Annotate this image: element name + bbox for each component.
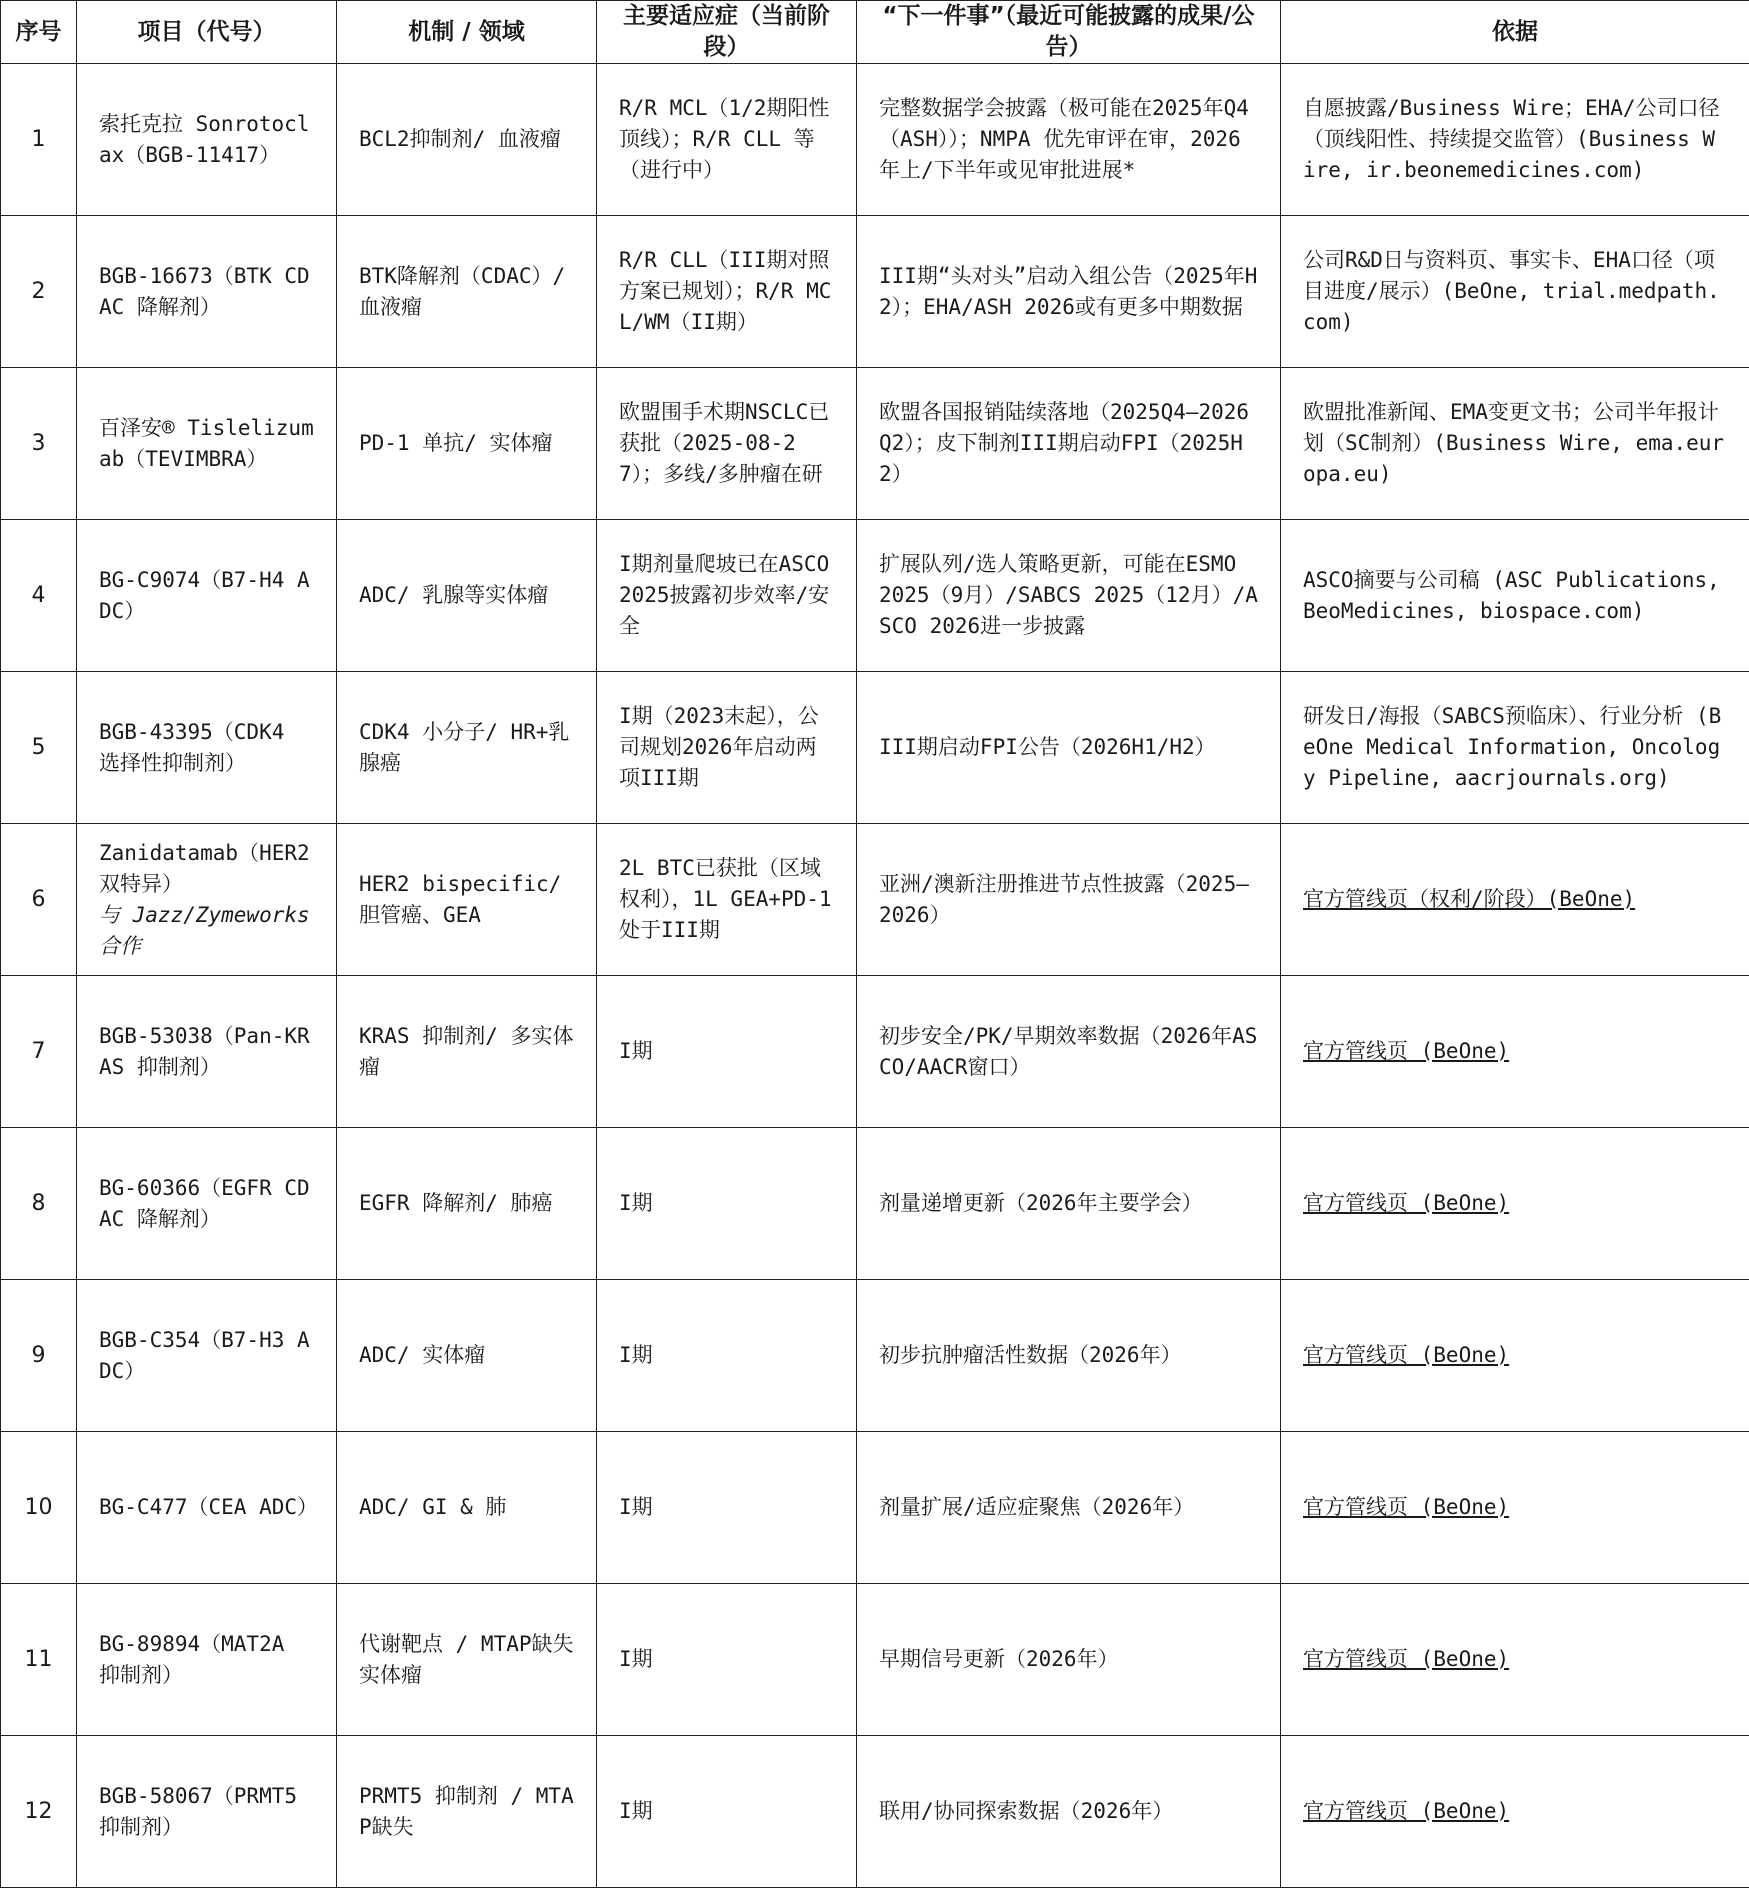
table-row [1, 1432, 1749, 1584]
project-cell: 索托克拉 Sonrotoclax（BGB-11417） [77, 64, 337, 216]
project-cell: BGB-C354（B7-H3 ADC） [77, 1280, 337, 1432]
next-event-cell: III期“头对头”启动入组公告（2025年H2）；EHA/ASH 2026或有更多中期数据 [857, 216, 1281, 368]
mechanism-cell: CDK4 小分子/ HR+乳腺癌 [337, 672, 597, 824]
row-number: 8 [1, 1128, 77, 1280]
indication-cell: I期 [597, 1128, 857, 1280]
project-cell: BG-C9074（B7-H4 ADC） [77, 520, 337, 672]
next-event-cell: 早期信号更新（2026年） [857, 1584, 1281, 1736]
table-row [1, 64, 1749, 216]
basis-cell: 公司R&D日与资料页、事实卡、EHA口径（项目进度/展示）(BeOne, trial.medpath.com) [1281, 216, 1749, 368]
basis-cell [1281, 824, 1749, 976]
reference-link[interactable]: 官方管线页 (BeOne) [1303, 1799, 1510, 1823]
table-row [1, 672, 1749, 824]
mechanism-cell: EGFR 降解剂/ 肺癌 [337, 1128, 597, 1280]
project-cell: BG-60366（EGFR CDAC 降解剂） [77, 1128, 337, 1280]
reference-link[interactable]: 官方管线页 (BeOne) [1303, 1343, 1510, 1367]
project-cell: BGB-53038（Pan-KRAS 抑制剂） [77, 976, 337, 1128]
row-number: 3 [1, 368, 77, 520]
basis-cell: 欧盟批准新闻、EMA变更文书；公司半年报计划（SC制剂）(Business Wire, ema.europa.eu) [1281, 368, 1749, 520]
project-cell: BGB-58067（PRMT5 抑制剂） [77, 1736, 337, 1888]
reference-link[interactable]: 官方管线页（权利/阶段）(BeOne) [1303, 887, 1636, 911]
header-project: 项目（代号） [77, 1, 337, 64]
mechanism-cell: HER2 bispecific/ 胆管癌、GEA [337, 824, 597, 976]
mechanism-cell: BTK降解剂（CDAC）/ 血液瘤 [337, 216, 597, 368]
table-body [1, 64, 1749, 1888]
indication-cell: R/R MCL（1/2期阳性顶线）；R/R CLL 等（进行中） [597, 64, 857, 216]
mechanism-cell: PD-1 单抗/ 实体瘤 [337, 368, 597, 520]
header-mechanism: 机制 / 领域 [337, 1, 597, 64]
reference-link[interactable]: 官方管线页 (BeOne) [1303, 1191, 1510, 1215]
table-header [1, 1, 1749, 64]
indication-cell: I期 [597, 1432, 857, 1584]
row-number: 5 [1, 672, 77, 824]
basis-cell: ASCO摘要与公司稿 (ASC Publications, BeoMedicines, biospace.com) [1281, 520, 1749, 672]
mechanism-cell: 代谢靶点 / MTAP缺失实体瘤 [337, 1584, 597, 1736]
table-row [1, 1736, 1749, 1888]
table-row [1, 216, 1749, 368]
project-cell: BGB-43395（CDK4 选择性抑制剂） [77, 672, 337, 824]
indication-cell: R/R CLL（III期对照方案已规划）；R/R MCL/WM（II期） [597, 216, 857, 368]
reference-link[interactable]: 官方管线页 (BeOne) [1303, 1647, 1510, 1671]
header-next: “下一件事”（最近可能披露的成果/公告） [857, 1, 1281, 64]
table-row [1, 1584, 1749, 1736]
basis-cell [1281, 1584, 1749, 1736]
next-event-cell: 联用/协同探索数据（2026年） [857, 1736, 1281, 1888]
indication-cell: I期剂量爬坡已在ASCO 2025披露初步效率/安全 [597, 520, 857, 672]
row-number: 1 [1, 64, 77, 216]
next-event-cell: 剂量递增更新（2026年主要学会） [857, 1128, 1281, 1280]
row-number: 2 [1, 216, 77, 368]
basis-cell [1281, 976, 1749, 1128]
indication-cell: I期 [597, 1280, 857, 1432]
header-basis: 依据 [1281, 1, 1749, 64]
next-event-cell: 完整数据学会披露（极可能在2025年Q4（ASH））；NMPA 优先审评在审，2026年上/下半年或见审批进展* [857, 64, 1281, 216]
mechanism-cell: ADC/ 实体瘤 [337, 1280, 597, 1432]
partner-note: 与 Jazz/Zymeworks合作 [99, 902, 310, 958]
table-row [1, 368, 1749, 520]
basis-cell: 自愿披露/Business Wire；EHA/公司口径（顶线阳性、持续提交监管）(Business Wire, ir.beonemedicines.com) [1281, 64, 1749, 216]
project-cell: BGB-16673（BTK CDAC 降解剂） [77, 216, 337, 368]
row-number: 10 [1, 1432, 77, 1584]
mechanism-cell: BCL2抑制剂/ 血液瘤 [337, 64, 597, 216]
mechanism-cell: KRAS 抑制剂/ 多实体瘤 [337, 976, 597, 1128]
table-row [1, 824, 1749, 976]
mechanism-cell: ADC/ 乳腺等实体瘤 [337, 520, 597, 672]
basis-cell [1281, 1280, 1749, 1432]
project-cell: BG-C477（CEA ADC） [77, 1432, 337, 1584]
basis-cell [1281, 1432, 1749, 1584]
next-event-cell: 扩展队列/选人策略更新，可能在ESMO 2025（9月）/SABCS 2025（12月）/ASCO 2026进一步披露 [857, 520, 1281, 672]
header-row [1, 1, 1749, 64]
row-number: 6 [1, 824, 77, 976]
indication-cell: 欧盟围手术期NSCLC已获批（2025-08-27）；多线/多肿瘤在研 [597, 368, 857, 520]
header-indication: 主要适应症（当前阶段） [597, 1, 857, 64]
reference-link[interactable]: 官方管线页 (BeOne) [1303, 1039, 1510, 1063]
project-cell: BG-89894（MAT2A 抑制剂） [77, 1584, 337, 1736]
indication-cell: I期（2023末起），公司规划2026年启动两项III期 [597, 672, 857, 824]
indication-cell: I期 [597, 1584, 857, 1736]
next-event-cell: 初步安全/PK/早期效率数据（2026年ASCO/AACR窗口） [857, 976, 1281, 1128]
indication-cell: I期 [597, 976, 857, 1128]
table-row [1, 1280, 1749, 1432]
next-event-cell: 亚洲/澳新注册推进节点性披露（2025–2026） [857, 824, 1281, 976]
next-event-cell: III期启动FPI公告（2026H1/H2） [857, 672, 1281, 824]
row-number: 7 [1, 976, 77, 1128]
basis-cell: 研发日/海报（SABCS预临床）、行业分析 (BeOne Medical Information, Oncology Pipeline, aacrjournals.org) [1281, 672, 1749, 824]
row-number: 11 [1, 1584, 77, 1736]
table-row [1, 976, 1749, 1128]
table-row [1, 520, 1749, 672]
next-event-cell: 初步抗肿瘤活性数据（2026年） [857, 1280, 1281, 1432]
header-no: 序号 [1, 1, 77, 64]
table-row [1, 1128, 1749, 1280]
indication-cell: I期 [597, 1736, 857, 1888]
indication-cell: 2L BTC已获批（区域权利），1L GEA+PD-1处于III期 [597, 824, 857, 976]
project-cell [77, 824, 337, 976]
reference-link[interactable]: 官方管线页 (BeOne) [1303, 1495, 1510, 1519]
basis-cell [1281, 1128, 1749, 1280]
row-number: 9 [1, 1280, 77, 1432]
mechanism-cell: PRMT5 抑制剂 / MTAP缺失 [337, 1736, 597, 1888]
row-number: 12 [1, 1736, 77, 1888]
next-event-cell: 欧盟各国报销陆续落地（2025Q4–2026Q2）；皮下制剂III期启动FPI（2025H2） [857, 368, 1281, 520]
next-event-cell: 剂量扩展/适应症聚焦（2026年） [857, 1432, 1281, 1584]
project-name: Zanidatamab（HER2双特异） [99, 840, 310, 896]
row-number: 4 [1, 520, 77, 672]
project-cell: 百泽安® Tislelizumab（TEVIMBRA） [77, 368, 337, 520]
mechanism-cell: ADC/ GI & 肺 [337, 1432, 597, 1584]
basis-cell [1281, 1736, 1749, 1888]
